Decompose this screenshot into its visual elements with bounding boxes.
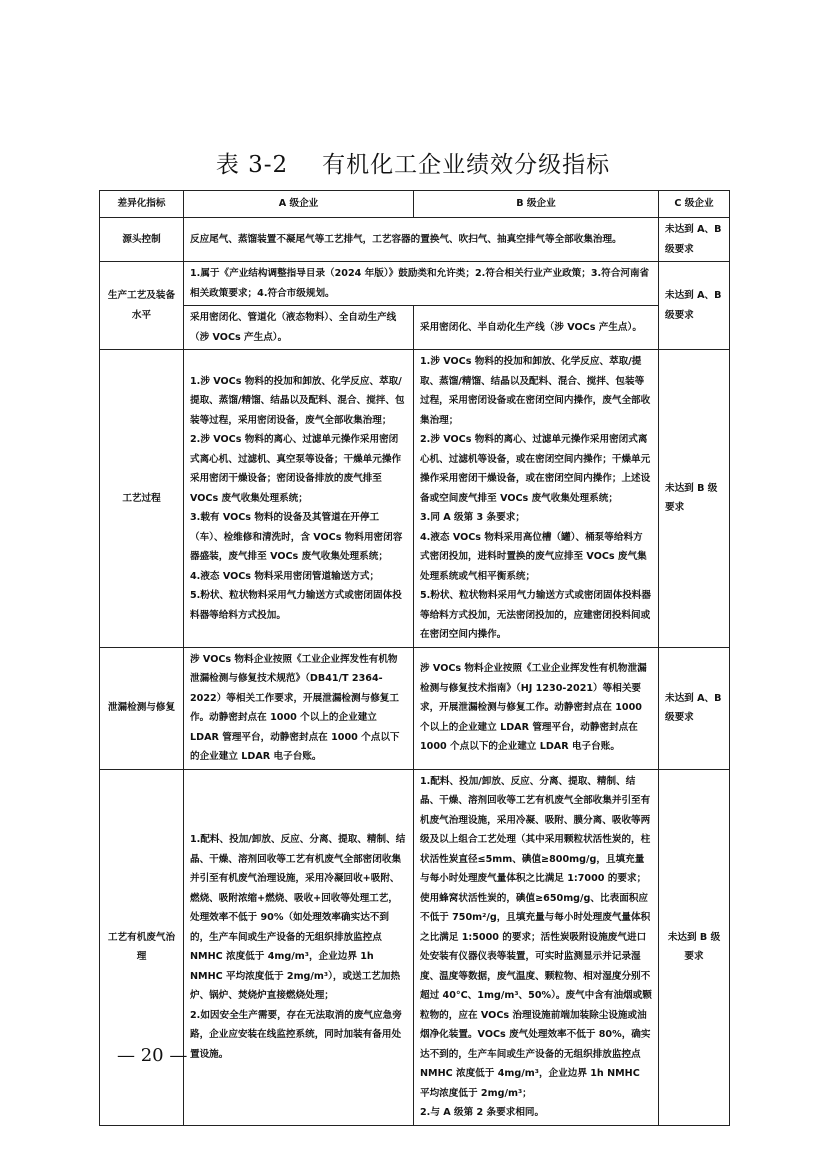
gas-treatment-b-item: 1.配料、投加/卸放、反应、分离、提取、精制、结晶、干燥、溶剂回收等工艺有机废气全部收集并引至有机废气治理设施，采用冷凝、吸附、膜分离、吸收等两级及以上组合工艺处理（其中采用颗粒状活性炭的，柱状活性炭直径≤5mm、碘值≥800mg/g，且填充量与每小时处理废气量体积之比满足 1:7000 的要求；使用蜂窝状活性炭的，碘值≥650mg/g、比表面积应不低于 750m²/g，且填充量与每小时处理废气量体积之比满足 1:5000 的要求；活性炭吸附设施废气进口处安装有仪器仪表等装置，可实时监测显示并记录湿度、温度等数据，废气温度、颗粒物、相对湿度分别不超过 40°C、1mg/m³、50%）。废气中含有油烟或颗粒物的，应在 VOCs 治理设施前端加装除尘设施或油烟净化装置。VOCs 废气处理效率不低于 80%，确实达不到的，生产车间或生产设备的无组织排放监控点 NMHC 浓度低于 4mg/m³，企业边界 1h NMHC 平均浓度低于 2mg/m³； — [420, 775, 652, 1099]
header-row — [100, 191, 730, 218]
process-b — [414, 350, 659, 648]
row-ldar — [100, 647, 730, 769]
ldar-a: 涉 VOCs 物料企业按照《工业企业挥发性有机物泄漏检测与修复技术规范》（DB41/T 2364-2022）等相关工作要求，开展泄漏检测与修复工作。动静密封点在 1000 个以上的企业建立 LDAR 管理平台，动静密封点在 1000 个点以下的企业建立 LDAR 电子台账。 — [184, 647, 414, 769]
gas-treatment-a — [184, 769, 414, 1125]
table-title-text: 有机化工企业绩效分级指标 — [322, 152, 611, 178]
gas-treatment-c: 未达到 B 级要求 — [659, 769, 730, 1125]
table-title — [0, 146, 826, 179]
process-b-item: 4.液态 VOCs 物料采用高位槽（罐）、桶泵等给料方式密闭投加，进料时置换的废气应排至 VOCs 废气集处理系统或气相平衡系统； — [420, 531, 647, 582]
table-number: 表 3-2 — [215, 152, 289, 178]
row-process-equipment-2 — [100, 306, 730, 350]
gas-treatment-b-item: 2.与 A 级第 2 条要求相同。 — [420, 1107, 545, 1118]
gas-treatment-b — [414, 769, 659, 1125]
indicator-ldar: 泄漏检测与修复 — [100, 647, 184, 769]
header-grade-c: C 级企业 — [659, 191, 730, 218]
process-b-item: 1.涉 VOCs 物料的投加和卸放、化学反应、萃取/提取、蒸馏/精馏、结晶以及配料、混合、搅拌、包装等过程，采用密闭设备或在密闭空间内操作，废气全部收集治理； — [420, 356, 651, 426]
indicator-source-control: 源头控制 — [100, 218, 184, 262]
process-equipment-a: 采用密闭化、管道化（液态物料）、全自动生产线（涉 VOCs 产生点）。 — [184, 306, 414, 350]
row-gas-treatment — [100, 769, 730, 1125]
process-a-item: 2.涉 VOCs 物料的离心、过滤单元操作采用密闭式离心机、过滤机、真空泵等设备；干燥单元操作采用密闭干燥设备；密闭设备排放的废气排至 VOCs 废气收集处理系统； — [190, 434, 402, 504]
source-control-c: 未达到 A、B 级要求 — [659, 218, 730, 262]
ldar-b: 涉 VOCs 物料企业按照《工业企业挥发性有机物泄漏检测与修复技术指南》（HJ 1230-2021）等相关要求，开展泄漏检测与修复工作。动静密封点在 1000 个以上的企业建立 LDAR 管理平台，动静密封点在 1000 个点以下的企业建立 LDAR 电子台账。 — [414, 647, 659, 769]
indicator-gas-treatment: 工艺有机废气治理 — [100, 769, 184, 1125]
process-equipment-c: 未达到 A、B 级要求 — [659, 262, 730, 350]
process-b-item: 3.同 A 级第 3 条要求； — [420, 512, 525, 523]
header-grade-b: B 级企业 — [414, 191, 659, 218]
row-process-equipment-1 — [100, 262, 730, 306]
ldar-c: 未达到 A、B 级要求 — [659, 647, 730, 769]
process-a-item: 5.粉状、粒状物料采用气力输送方式或密闭固体投料器等给料方式投加。 — [190, 590, 402, 621]
process-equipment-b: 采用密闭化、半自动化生产线（涉 VOCs 产生点）。 — [414, 306, 659, 350]
gas-treatment-a-item: 1.配料、投加/卸放、反应、分离、提取、精制、结晶、干燥、溶剂回收等工艺有机废气全部密闭收集并引至有机废气治理设施，采用冷凝回收+吸附、燃烧、吸附浓缩+燃烧、吸收+回收等处理工艺，处理效率不低于 90%（如处理效率确实达不到的，生产车间或生产设备的无组织排放监控点 NMHC 浓度低于 4mg/m³，企业边界 1h NMHC 平均浓度低于 2mg/m³），或送工艺加热炉、锅炉、焚烧炉直接燃烧处理； — [190, 834, 406, 1001]
process-a-item: 3.载有 VOCs 物料的设备及其管道在开停工（车）、检维修和清洗时，含 VOCs 物料用密闭容器盛装，废气排至 VOCs 废气收集处理系统； — [190, 512, 403, 562]
process-c: 未达到 B 级要求 — [659, 350, 730, 648]
gas-treatment-a-item: 2.如因安全生产需要，存在无法取消的废气应急旁路，企业应安装在线监控系统，同时加装有备用处置设施。 — [190, 1009, 402, 1060]
indicator-process: 工艺过程 — [100, 350, 184, 648]
process-b-item: 5.粉状、粒状物料采用气力输送方式或密闭固体投料器等给料方式投加，无法密闭投加的，应建密闭投料间或在密闭空间内操作。 — [420, 590, 651, 640]
header-indicator: 差异化指标 — [100, 191, 184, 218]
page-number: — 20 — — [117, 1045, 188, 1066]
indicator-process-equipment: 生产工艺及装备水平 — [100, 262, 184, 350]
row-process — [100, 350, 730, 648]
source-control-ab: 反应尾气、蒸馏装置不凝尾气等工艺排气，工艺容器的置换气、吹扫气、抽真空排气等全部收集治理。 — [184, 218, 659, 262]
process-a-item: 1.涉 VOCs 物料的投加和卸放、化学反应、萃取/提取、蒸馏/精馏、结晶以及配料、混合、搅拌、包装等过程，采用密闭设备，废气全部收集治理； — [190, 375, 405, 426]
process-b-item: 2.涉 VOCs 物料的离心、过滤单元操作采用密闭式离心机、过滤机等设备，或在密闭空间内操作；干燥单元操作采用密闭干燥设备，或在密闭空间内操作；上述设备或空间废气排至 VOCs 废气收集处理系统； — [420, 434, 651, 504]
performance-grading-table — [99, 190, 730, 1126]
header-grade-a: A 级企业 — [184, 191, 414, 218]
process-a — [184, 350, 414, 648]
row-source-control — [100, 218, 730, 262]
process-equipment-ab: 1.属于《产业结构调整指导目录（2024 年版）》鼓励类和允许类；2.符合相关行业产业政策；3.符合河南省相关政策要求；4.符合市级规划。 — [184, 262, 659, 306]
process-a-item: 4.液态 VOCs 物料采用密闭管道输送方式； — [190, 570, 380, 582]
